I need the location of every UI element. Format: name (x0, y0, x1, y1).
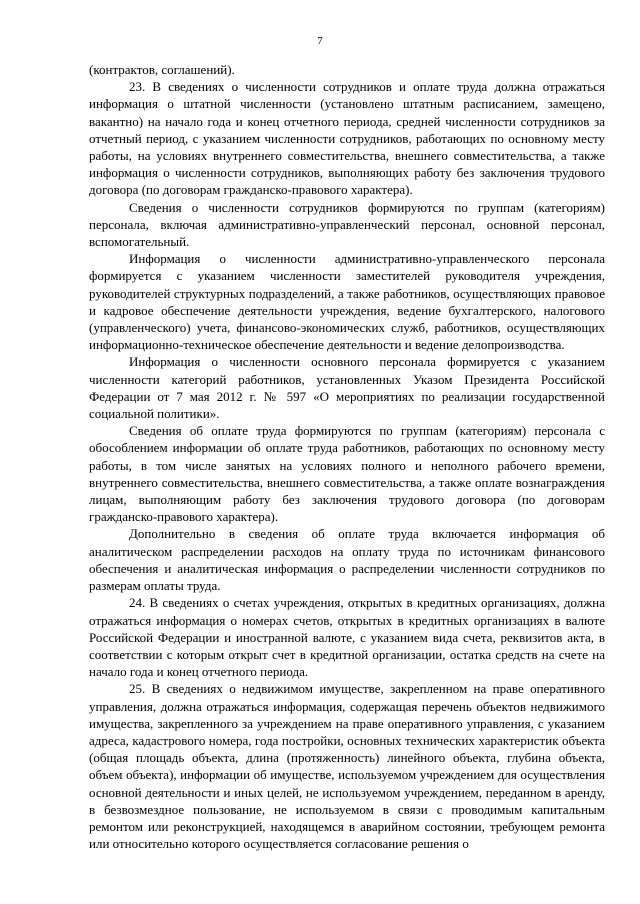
paragraph-item-24: 24. В сведениях о счетах учреждения, открытых в кредитных организациях, должна отражаться информация о номерах счетов, открытых в кредитных организациях в валюте Российской Федерации и иностранной валюте, с указанием вида счета, реквизитов акта, в соответствии с которым открыт счет в кредитной организации, остатка средств на счете на начало года и конец отчетного периода. (89, 595, 605, 680)
paragraph-pay-additional: Дополнительно в сведения об оплате труда включается информация об аналитическом распределении расходов на оплату труда по источникам финансового обеспечения и аналитическая информация о распределении численности сотрудников по размерам оплаты труда. (89, 526, 605, 594)
paragraph-admin-staff: Информация о численности административно-управленческого персонала формируется с указанием численности заместителей руководителя учреждения, руководителей структурных подразделений, а также работников, осуществляющих правовое и кадровое обеспечение деятельности учреждения, ведение бухгалтерского, налогового (управленческого) учета, финансово-экономических служб, работников, осуществляющих информационно-техническое обеспечение деятельности и ведение делопроизводства. (89, 251, 605, 353)
page-number: 7 (317, 35, 323, 47)
paragraph-staff-groups: Сведения о численности сотрудников формируются по группам (категориям) персонала, включая административно-управленческий персонал, основной персонал, вспомогательный. (89, 199, 605, 250)
paragraph-continuation: (контрактов, соглашений). (89, 62, 235, 77)
paragraph-pay-groups: Сведения об оплате труда формируются по группам (категориям) персонала с обособлением информации об оплате труда работников, работающих по основному месту работы, в том числе занятых на условиях полного и неполного рабочего времени, внутреннего совместительства, внешнего совместительства, а также оплате вознаграждения лицам, выполняющим работу без заключения трудового договора (по договорам гражданско-правового характера). (89, 423, 605, 525)
paragraph-main-staff: Информация о численности основного персонала формируется с указанием численности категорий работников, установленных Указом Президента Российской Федерации от 7 мая 2012 г. № 597 «О мероприятиях по реализации государственной социальной политики». (89, 354, 605, 422)
document-body (89, 61, 605, 852)
paragraph-item-25: 25. В сведениях о недвижимом имуществе, закрепленном на праве оперативного управления, должна отражаться информация, содержащая перечень объектов недвижимого имущества, закрепленного за учреждением на праве оперативного управления, с указанием адреса, кадастрового номера, года постройки, основных технических характеристик объекта (общая площадь объекта, длина (протяженность) линейного объекта, глубина объекта, объем объекта), информации об имуществе, используемом учреждением для осуществления основной деятельности и иных целей, не используемом учреждением, переданном в аренду, в безвозмездное пользование, не используемом в связи с проводимым капитальным ремонтом или реконструкцией, находящемся в аварийном состоянии, требующем ремонта или относительно которого осуществляется согласование решения о (89, 681, 605, 852)
paragraph-item-23: 23. В сведениях о численности сотрудников и оплате труда должна отражаться информация о штатной численности (установлено штатным расписанием, замещено, вакантно) на начало года и конец отчетного периода, средней численности сотрудников за отчетный период, с указанием численности сотрудников, работающих по основному месту работы, на условиях внутреннего совместительства, внешнего совместительства, а также информация о численности сотрудников, выполняющих работу без заключения трудового договора (по договорам гражданско-правового характера). (89, 79, 605, 198)
